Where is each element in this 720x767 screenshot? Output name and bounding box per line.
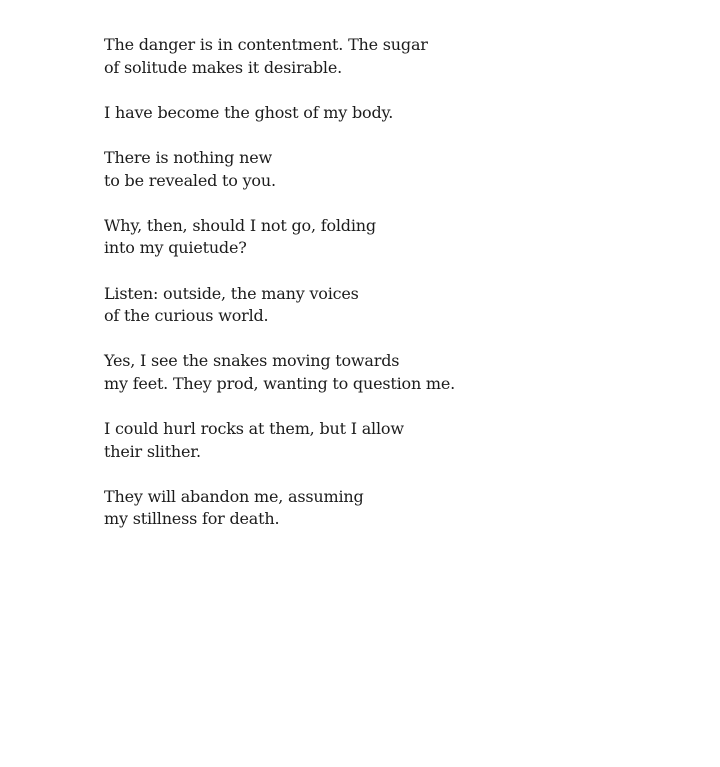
poem-line: The danger is in contentment. The sugar bbox=[104, 35, 428, 54]
poem-line: my stillness for death. bbox=[104, 509, 280, 529]
poem-line: Why, then, should I not go, folding bbox=[104, 215, 376, 235]
poem-line: of solitude makes it desirable. bbox=[104, 57, 342, 77]
poem-line: They will abandon me, assuming bbox=[104, 486, 364, 506]
poem-line: my feet. They prod, wanting to question me. bbox=[104, 373, 456, 393]
stanza-6 bbox=[104, 350, 664, 395]
poem-line: I could hurl rocks at them, but I allow bbox=[104, 419, 404, 439]
stanza-8 bbox=[104, 486, 664, 531]
poem-line: Listen: outside, the many voices bbox=[104, 283, 359, 303]
stanza-7 bbox=[104, 418, 664, 463]
stanza-2 bbox=[104, 102, 664, 125]
poem-line: There is nothing new bbox=[104, 147, 272, 167]
stanza-5 bbox=[104, 283, 664, 328]
poem-line: Yes, I see the snakes moving towards bbox=[104, 351, 400, 371]
stanza-3 bbox=[104, 147, 664, 192]
poem-line: to be revealed to you. bbox=[104, 170, 276, 190]
stanza-1 bbox=[104, 34, 664, 79]
poem-line: into my quietude? bbox=[104, 238, 247, 258]
poem-line: I have become the ghost of my body. bbox=[104, 102, 394, 122]
stanza-4 bbox=[104, 215, 664, 260]
poem-line: their slither. bbox=[104, 441, 201, 461]
poem-body bbox=[104, 34, 664, 554]
poem-line: of the curious world. bbox=[104, 306, 269, 326]
